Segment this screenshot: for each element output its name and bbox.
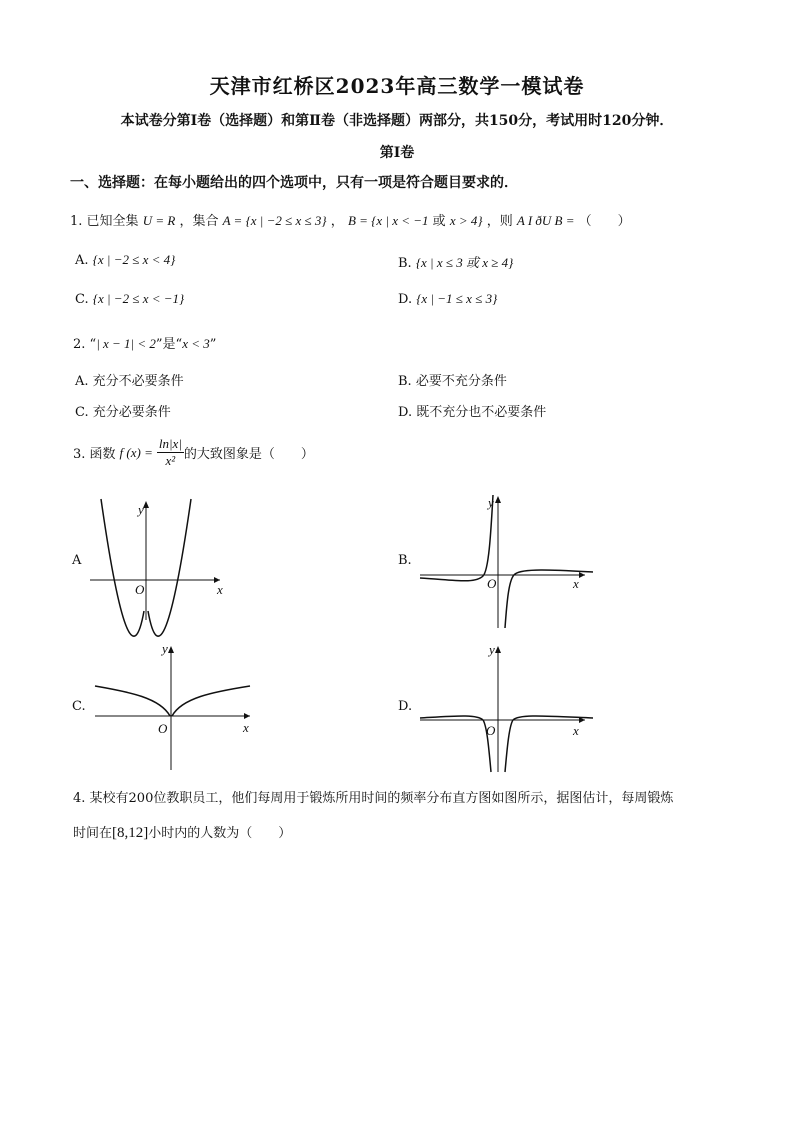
curve-left <box>420 716 491 772</box>
origin-label: O <box>487 576 497 591</box>
option-text: {x | −2 ≤ x < 4} <box>92 252 176 267</box>
y-axis-arrow-icon <box>143 501 149 508</box>
x-label: x <box>573 576 579 591</box>
graph-a-letter[interactable]: A <box>72 553 82 568</box>
question-1 <box>70 210 631 229</box>
q3-prefix: 3. 函数 <box>73 447 116 462</box>
option-text: 必要不充分条件 <box>415 374 507 389</box>
curve-right <box>505 570 593 628</box>
option-letter: A. <box>75 253 89 268</box>
q4-line2-suffix: 小时内的人数为（ ） <box>148 826 292 841</box>
exam-title: 天津市红桥区2023年高三数学一模试卷 <box>209 74 585 98</box>
option-letter: C. <box>75 405 89 420</box>
curve-right <box>505 716 593 772</box>
option-letter: A. <box>75 374 89 389</box>
option-text: 既不充分也不必要条件 <box>416 405 547 420</box>
question-2 <box>73 333 216 352</box>
x-label: x <box>573 723 579 738</box>
x-label: x <box>217 582 223 597</box>
q2-condition-2: x < 3 <box>182 336 210 351</box>
q2-option-c[interactable] <box>75 401 171 420</box>
option-text: {x | x ≤ 3 或 x ≥ 4} <box>415 255 514 270</box>
q3-function: f (x) = <box>119 444 153 460</box>
q1-answer-paren: （ ） <box>578 214 631 229</box>
option-letter: D. <box>398 405 413 420</box>
curve-right <box>172 686 250 716</box>
option-letter: C. <box>75 292 89 307</box>
option-text: {x | −2 ≤ x < −1} <box>92 291 185 306</box>
y-label: y <box>488 495 494 510</box>
origin-label: O <box>486 723 496 738</box>
q1-prefix: 1. 已知全集 <box>70 214 139 229</box>
part-heading: 第Ⅰ卷 <box>379 145 415 161</box>
origin-label: O <box>135 582 145 597</box>
question-4-line-2 <box>73 822 291 842</box>
q1-set-a: A = {x | −2 ≤ x ≤ 3} <box>222 213 327 228</box>
graph-b-letter[interactable]: B. <box>398 553 412 568</box>
question-4-line-1: 4. 某校有200位教职员工，他们每周用于锻炼所用时间的频率分布直方图如图所示，据图估计，每周锻炼 <box>73 791 674 806</box>
origin-label: O <box>158 721 168 736</box>
q4-interval: [8,12] <box>112 825 149 841</box>
option-letter: B. <box>398 374 412 389</box>
q4-line2-prefix: 时间在 <box>73 826 113 841</box>
x-axis-arrow-icon <box>244 713 250 719</box>
q2-option-b[interactable] <box>398 370 507 389</box>
q1-set-b-part1: B = {x | x < −1 <box>347 213 429 228</box>
q2-mid: ”是“ <box>155 337 183 352</box>
curve-right <box>148 499 191 636</box>
q2-condition-1: | x − 1| < 2 <box>96 336 156 351</box>
y-axis-arrow-icon <box>495 646 501 653</box>
q2-option-d[interactable] <box>398 401 546 420</box>
section-heading: 一、选择题：在每小题给出的四个选项中，只有一项是符合题目要求的． <box>70 175 518 191</box>
y-label: y <box>138 502 144 517</box>
q1-universal-set: U = R <box>142 213 176 228</box>
q1-mid: ，集合 <box>179 214 219 229</box>
exam-intro: 本试卷分第Ⅰ卷（选择题）和第Ⅱ卷（非选择题）两部分，共150分，考试用时120分钟． <box>120 113 674 129</box>
curve-left <box>101 499 144 636</box>
q2-prefix: 2. “ <box>73 337 97 352</box>
q1-option-b[interactable] <box>398 252 513 271</box>
q1-option-a[interactable] <box>75 252 175 268</box>
q1-comma: ， <box>330 214 344 229</box>
x-axis-arrow-icon <box>579 572 585 578</box>
q2-option-a[interactable] <box>75 370 184 389</box>
graph-b[interactable] <box>415 490 595 630</box>
y-axis-arrow-icon <box>495 496 501 503</box>
y-axis-arrow-icon <box>168 646 174 653</box>
q1-option-c[interactable] <box>75 291 184 307</box>
option-text: 充分不必要条件 <box>92 374 184 389</box>
q1-then: ，则 <box>486 214 513 229</box>
curve-left <box>95 686 170 716</box>
graph-c[interactable] <box>90 640 255 770</box>
q1-expression: A I ðU B = <box>516 213 575 228</box>
option-letter: D. <box>398 292 413 307</box>
option-letter: B. <box>398 256 412 271</box>
q3-numerator: ln|x| <box>158 436 182 451</box>
q3-fraction <box>157 436 184 469</box>
curve-left <box>420 495 493 581</box>
q1-option-d[interactable] <box>398 291 497 307</box>
y-label: y <box>489 642 495 657</box>
q1-or: 或 <box>432 214 446 229</box>
q2-suffix: ” <box>209 337 217 352</box>
graph-d[interactable] <box>415 640 595 772</box>
q3-suffix: 的大致图象是（ ） <box>183 447 314 462</box>
y-label: y <box>162 641 168 656</box>
question-3 <box>73 436 314 469</box>
option-text: {x | −1 ≤ x ≤ 3} <box>416 291 498 306</box>
q3-denominator: x² <box>165 453 176 468</box>
graph-d-letter[interactable]: D. <box>398 699 413 714</box>
graph-c-letter[interactable]: C. <box>72 699 86 714</box>
graph-a[interactable] <box>85 495 235 625</box>
q1-set-b-part2: x > 4} <box>449 213 483 228</box>
option-text: 充分必要条件 <box>92 405 171 420</box>
x-label: x <box>243 720 249 735</box>
